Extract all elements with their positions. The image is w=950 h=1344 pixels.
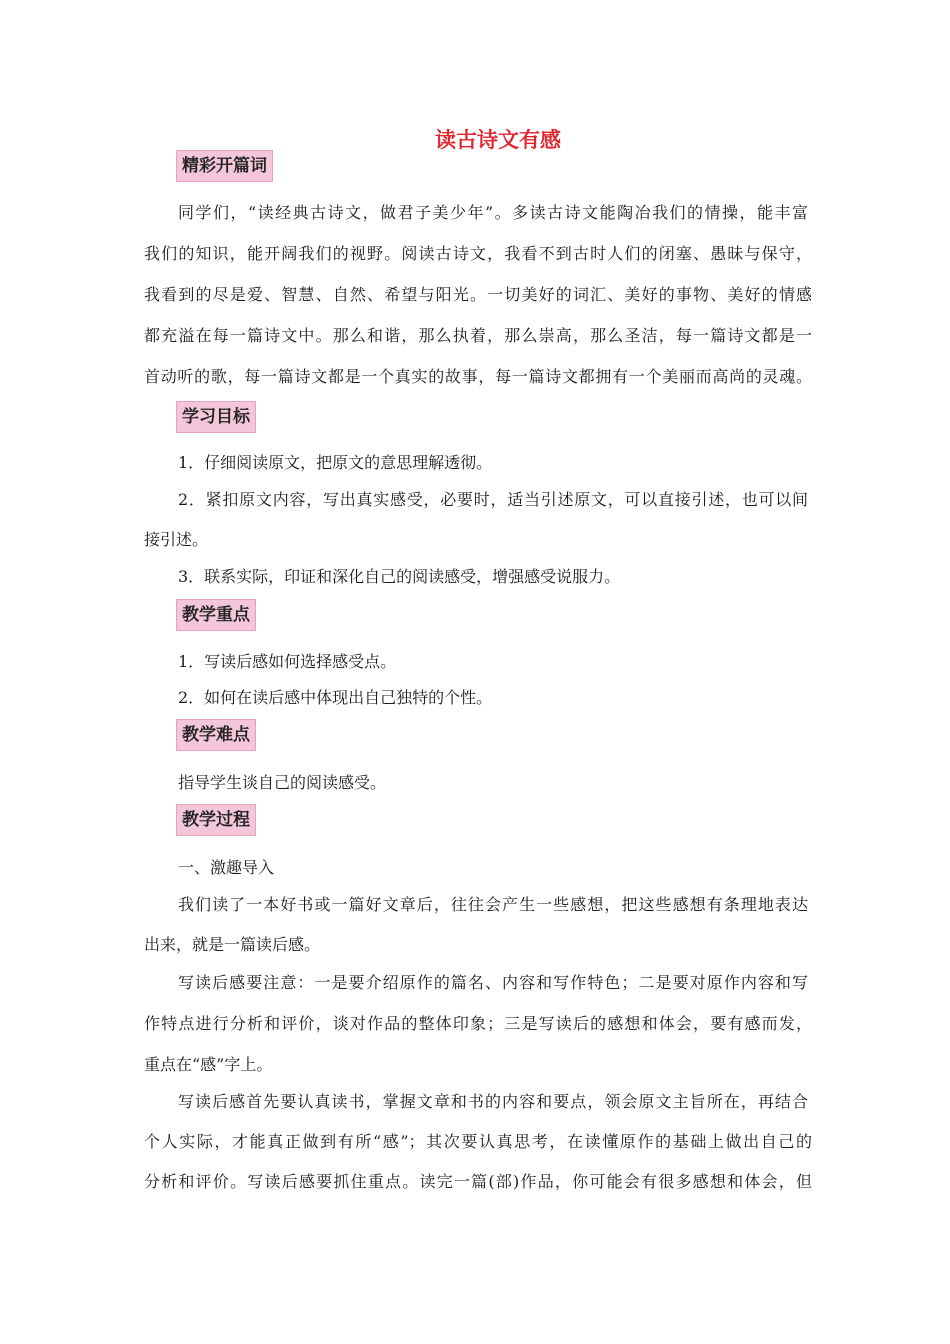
- paragraph-line: 重点在“感”字上。: [144, 1055, 273, 1074]
- paragraph-line: 写读后感要注意：一是要介绍原作的篇名、内容和写作特色；二是要对原作内容和写: [178, 973, 808, 992]
- paragraph-line: 同学们，“读经典古诗文，做君子美少年”。多读古诗文能陶冶我们的情操，能丰富: [178, 203, 808, 222]
- paragraph-line: 指导学生谈自己的阅读感受。: [178, 773, 387, 792]
- list-item: 2．如何在读后感中体现出自己独特的个性。: [178, 688, 493, 707]
- list-item-continuation: 接引述。: [144, 530, 209, 549]
- list-item: 2．紧扣原文内容，写出真实感受，必要时，适当引述原文，可以直接引述，也可以间: [178, 490, 808, 509]
- paragraph-line: 都充溢在每一篇诗文中。那么和谐，那么执着，那么崇高，那么圣洁，每一篇诗文都是一: [144, 326, 812, 345]
- section-heading-process: 教学过程: [176, 804, 256, 836]
- paragraph-line: 写读后感首先要认真读书，掌握文章和书的内容和要点，领会原文主旨所在，再结合: [178, 1092, 808, 1111]
- paragraph-line: 我们读了一本好书或一篇好文章后，往往会产生一些感想，把这些感想有条理地表达: [178, 895, 808, 914]
- list-item: 3．联系实际，印证和深化自己的阅读感受，增强感受说服力。: [178, 567, 621, 586]
- list-item: 1．写读后感如何选择感受点。: [178, 652, 397, 671]
- paragraph-line: 作特点进行分析和评价，谈对作品的整体印象；三是写读后的感想和体会，要有感而发，: [144, 1014, 812, 1033]
- paragraph-line: 出来，就是一篇读后感。: [144, 935, 321, 954]
- list-item: 1．仔细阅读原文，把原文的意思理解透彻。: [178, 453, 493, 472]
- paragraph-line: 首动听的歌，每一篇诗文都是一个真实的故事，每一篇诗文都拥有一个美丽而高尚的灵魂。: [144, 367, 812, 386]
- paragraph-line: 我看到的尽是爱、智慧、自然、希望与阳光。一切美好的词汇、美好的事物、美好的情感: [144, 285, 812, 304]
- paragraph-line: 我们的知识，能开阔我们的视野。阅读古诗文，我看不到古时人们的闭塞、愚昧与保守，: [144, 244, 812, 263]
- section-heading-key-points: 教学重点: [176, 599, 256, 631]
- section-heading-opening: 精彩开篇词: [176, 150, 273, 182]
- paragraph-line: 分析和评价。写读后感要抓住重点。读完一篇(部)作品，你可能会有很多感想和体会，但: [144, 1172, 812, 1191]
- document-title: 读古诗文有感: [435, 128, 561, 152]
- subheading: 一、激趣导入: [178, 858, 275, 877]
- paragraph-line: 个人实际，才能真正做到有所“感”；其次要认真思考，在读懂原作的基础上做出自己的: [144, 1132, 812, 1151]
- section-heading-goals: 学习目标: [176, 401, 256, 433]
- section-heading-difficulty: 教学难点: [176, 719, 256, 751]
